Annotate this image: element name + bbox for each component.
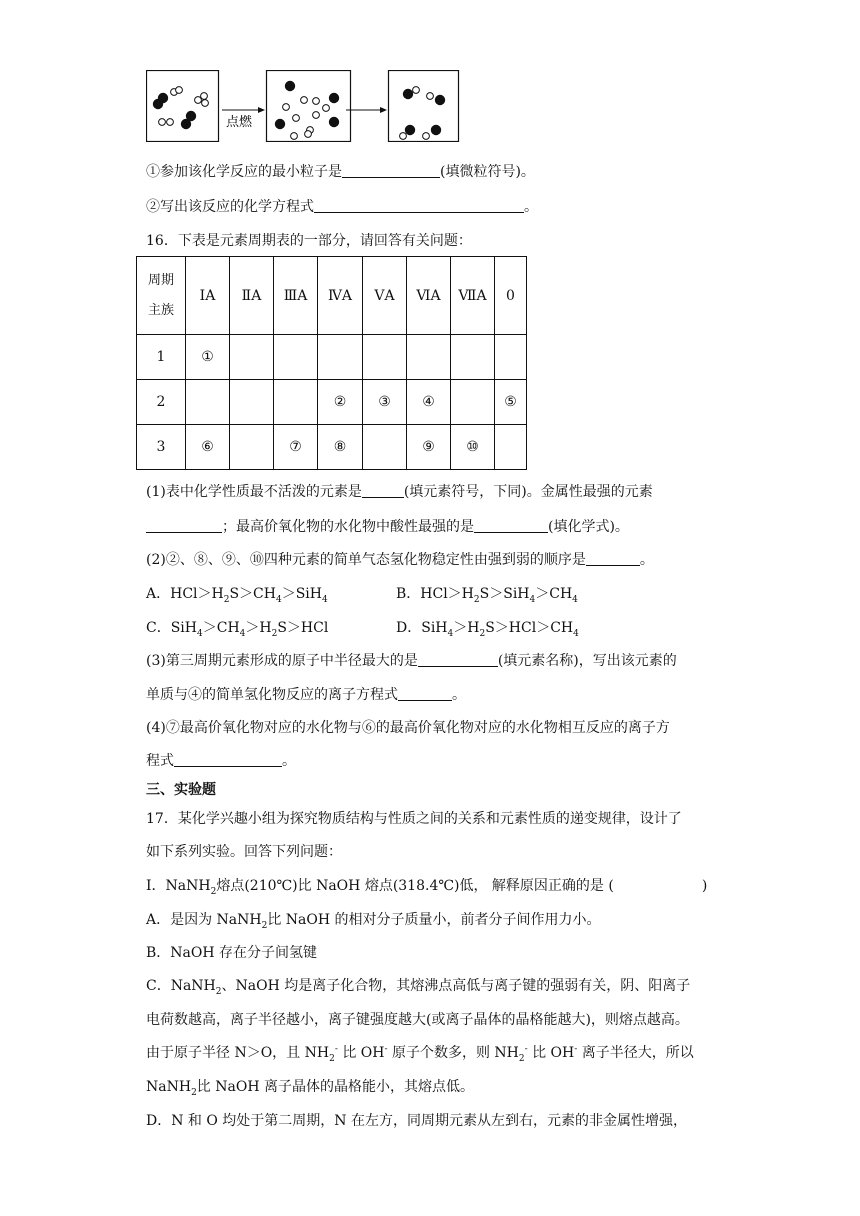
table-row	[137, 425, 527, 470]
table-cell	[495, 425, 527, 470]
opt-sub: 2	[479, 628, 486, 639]
q17-text2: 熔点(210℃)比 NaOH 熔点(318.4℃)低， 解释原因正确的是 (	[216, 878, 614, 894]
period-cell: 1	[137, 335, 186, 380]
white-atom	[293, 115, 300, 122]
opt-sub: 2	[223, 594, 230, 605]
q16-part3-text3: 单质与④的简单氢化物反应的离子方程式	[146, 687, 398, 703]
q17-part-I	[146, 876, 707, 896]
group-header: ⅤA	[363, 257, 407, 335]
q17-option-C-line1	[146, 976, 690, 996]
q15-part2	[146, 197, 538, 217]
table-cell: ②	[318, 380, 363, 425]
group-header: ⅠA	[186, 257, 230, 335]
opt-text: D．SiH	[396, 620, 448, 636]
white-atom	[201, 93, 208, 100]
group-header: 0	[495, 257, 527, 335]
q16-part3-line1	[146, 651, 677, 671]
q16-stem: 16．下表是元素周期表的一部分，请回答有关问题：	[146, 233, 472, 249]
q16-part3-text: (3)第三周期元素形成的原子中半径最大的是	[146, 653, 418, 669]
table-cell	[318, 335, 363, 380]
answer-blank	[174, 752, 282, 767]
q16-part4-line1: (4)⑦最高价氧化物对应的水化物与⑥的最高价氧化物对应的水化物相互反应的离子方	[146, 720, 670, 736]
table-cell: ⑤	[495, 380, 527, 425]
answer-blank	[398, 686, 452, 701]
table-cell	[230, 335, 274, 380]
opt-sub: 4	[275, 594, 282, 605]
q16-part4-end: 。	[282, 753, 296, 769]
white-atom	[427, 93, 434, 100]
q17-option-C-line2: 电荷数越高，离子半径越小，离子键强度越大(或离子晶体的晶格能越大)，则熔点越高。	[146, 1012, 689, 1028]
white-atom	[423, 133, 430, 140]
opt-text: 比 NaOH 离子晶体的晶格能小，其熔点低。	[196, 1079, 474, 1095]
q15-part1-text: ①参加该化学反应的最小粒子是	[146, 164, 342, 180]
table-corner	[137, 257, 186, 335]
table-cell	[451, 335, 495, 380]
white-atom	[159, 119, 166, 126]
q16-part1-line1	[146, 482, 653, 502]
arrowhead-2	[380, 107, 387, 113]
answer-blank	[418, 652, 498, 667]
table-cell	[186, 380, 230, 425]
q17-stem-line2: 如下系列实验。回答下列问题：	[146, 844, 342, 860]
subscript: 2	[518, 1053, 525, 1064]
opt-text: ＞CH	[202, 620, 240, 636]
table-cell	[451, 380, 495, 425]
table-cell: ⑧	[318, 425, 363, 470]
opt-sub: 2	[473, 594, 480, 605]
black-atom	[403, 89, 413, 99]
opt-sub: 2	[271, 628, 278, 639]
answer-blank	[342, 163, 440, 178]
period-cell: 3	[137, 425, 186, 470]
table-cell	[407, 335, 451, 380]
reaction-diagram	[146, 70, 466, 142]
table-cell: ⑥	[186, 425, 230, 470]
white-atom	[313, 98, 320, 105]
group-header: ⅣA	[318, 257, 363, 335]
q17-option-B: B．NaOH 存在分子间氢键	[146, 945, 318, 961]
opt-sub: 4	[573, 628, 579, 639]
opt-text: C．SiH	[146, 620, 197, 636]
q17-option-C-line4	[146, 1077, 474, 1097]
table-row	[137, 380, 527, 425]
mixture-box	[267, 71, 351, 142]
section-heading: 三、实验题	[146, 782, 216, 798]
opt-sub: 4	[197, 628, 203, 639]
table-header-row	[137, 257, 527, 335]
opt-text: S＞CH	[229, 586, 276, 602]
q15-part1	[146, 162, 535, 182]
periodic-table	[136, 256, 527, 470]
q15-part2-text: ②写出该反应的化学方程式	[146, 199, 314, 215]
q15-part2-end: 。	[524, 199, 538, 215]
superscript: -	[384, 1044, 388, 1055]
black-atom	[431, 125, 441, 135]
superscript: -	[574, 1044, 578, 1055]
opt-sub: 4	[321, 594, 328, 605]
answer-blank	[314, 198, 524, 213]
table-cell	[230, 380, 274, 425]
opt-text: 比 OH	[527, 1045, 575, 1061]
product-box	[389, 71, 459, 142]
corner-group-label: 主族	[147, 302, 174, 318]
q16-part2-end: 。	[639, 552, 654, 568]
subscript: 2	[215, 986, 222, 997]
q16-part2-text: (2)②、⑧、⑨、⑩四种元素的简单气态氢化物稳定性由强到弱的顺序是	[146, 552, 586, 568]
opt-sub: 4	[529, 594, 536, 605]
opt-text: S＞HCl	[277, 620, 329, 636]
opt-sub: 4	[447, 628, 454, 639]
opt-text: 比 OH	[337, 1045, 385, 1061]
table-cell: ⑩	[451, 425, 495, 470]
white-atom	[301, 97, 308, 104]
opt-sub: 4	[239, 628, 246, 639]
subscript: 2	[191, 1087, 197, 1098]
option-A	[146, 584, 328, 604]
option-B	[396, 584, 578, 604]
white-atom	[283, 104, 290, 111]
superscript: -	[524, 1044, 528, 1055]
answer-blank	[586, 551, 640, 566]
option-C	[146, 618, 328, 638]
subscript: 2	[329, 1053, 335, 1064]
white-atom	[305, 131, 312, 138]
opt-text: C．NaNH	[146, 978, 216, 994]
diagram-box	[389, 71, 459, 142]
white-atom	[291, 133, 298, 140]
black-atom	[329, 117, 339, 127]
ignition-label: 点燃	[226, 115, 253, 130]
q17-option-C-line3	[146, 1043, 694, 1063]
opt-text: NaNH	[146, 1079, 192, 1095]
opt-text: 由于原子半径 N＞O，且 NH	[146, 1045, 330, 1061]
table-cell: ③	[363, 380, 407, 425]
table-cell	[274, 335, 318, 380]
q17-option-A	[146, 910, 601, 930]
q16-part4-text: 程式	[146, 753, 174, 769]
group-header: ⅥA	[407, 257, 451, 335]
black-atom	[275, 119, 285, 129]
subscript: 2	[261, 920, 268, 931]
white-atom	[195, 97, 202, 104]
white-atom	[313, 112, 320, 119]
group-header: ⅦA	[451, 257, 495, 335]
q17-text: I．NaNH	[146, 878, 211, 894]
opt-text: ＞H	[245, 620, 272, 636]
reactant-box	[147, 71, 219, 142]
answer-blank	[146, 518, 222, 533]
q16-part1-text3: ；最高价氧化物的水化物中酸性最强的是	[222, 519, 474, 535]
q15-part1-hint: (填微粒符号)。	[440, 164, 535, 180]
answer-blank	[474, 518, 548, 533]
opt-text: 原子个数多，则 NH	[387, 1045, 519, 1061]
white-atom	[413, 87, 420, 94]
black-atom	[153, 99, 163, 109]
superscript: -	[334, 1044, 338, 1055]
table-cell: ④	[407, 380, 451, 425]
white-atom	[202, 100, 209, 107]
opt-text: ＞CH	[535, 586, 573, 602]
group-header: ⅢA	[274, 257, 318, 335]
opt-text: ＞SiH	[281, 586, 322, 602]
group-header: ⅡA	[230, 257, 274, 335]
opt-text: 比 NaOH 的相对分子质量小，前者分子间作用力小。	[267, 912, 601, 928]
table-cell: ⑨	[407, 425, 451, 470]
opt-text: B．HCl＞H	[396, 586, 474, 602]
black-atom	[435, 95, 445, 105]
q17-stem-line1: 17．某化学兴趣小组为探究物质结构与性质之间的关系和元素性质的递变规律，设计了	[146, 811, 682, 827]
q16-part1-text2: (填元素符号，下同)。金属性最强的元素	[403, 484, 653, 500]
q16-part3-text2: (填元素名称)，写出该元素的	[497, 653, 677, 669]
subscript: 2	[210, 886, 217, 897]
table-cell: ①	[186, 335, 230, 380]
white-atom	[176, 87, 183, 94]
table-cell	[274, 380, 318, 425]
answer-blank	[362, 483, 404, 498]
table-cell: ⑦	[274, 425, 318, 470]
q16-part3-line2	[146, 685, 466, 705]
table-cell	[495, 335, 527, 380]
white-atom	[167, 119, 174, 126]
table-cell	[363, 335, 407, 380]
opt-text: S＞SiH	[479, 586, 530, 602]
q17-paren: )	[701, 878, 708, 894]
opt-sub: 4	[572, 594, 578, 605]
q16-part1-text4: (填化学式)。	[548, 519, 629, 535]
opt-text: ＞H	[453, 620, 480, 636]
arrowhead-1	[258, 107, 265, 113]
opt-text: 离子半径大，所以	[577, 1045, 694, 1061]
black-atom	[329, 93, 339, 103]
corner-period-label: 周期	[147, 272, 174, 288]
table-cell	[230, 425, 274, 470]
period-cell: 2	[137, 380, 186, 425]
q16-part2	[146, 550, 654, 570]
table-row	[137, 335, 527, 380]
q16-part1-text: (1)表中化学性质最不活泼的元素是	[146, 484, 362, 500]
q16-part4-line2	[146, 751, 296, 771]
black-atom	[285, 81, 295, 91]
q16-part1-line2	[146, 517, 629, 537]
opt-text: A．HCl＞H	[146, 586, 224, 602]
white-atom	[323, 105, 330, 112]
opt-text: A．是因为 NaNH	[146, 912, 262, 928]
black-atom	[181, 119, 191, 129]
white-atom	[400, 133, 407, 140]
option-D	[396, 618, 579, 638]
opt-text: S＞HCl＞CH	[485, 620, 574, 636]
q16-part3-end: 。	[452, 687, 466, 703]
black-atom	[405, 125, 415, 135]
opt-text: 、NaOH 均是离子化合物，其熔沸点高低与离子键的强弱有关，阴、阳离子	[221, 978, 691, 994]
q17-option-D: D．N 和 O 均处于第二周期，N 在左方，同周期元素从左到右，元素的非金属性增强，	[146, 1113, 688, 1129]
table-cell	[363, 425, 407, 470]
